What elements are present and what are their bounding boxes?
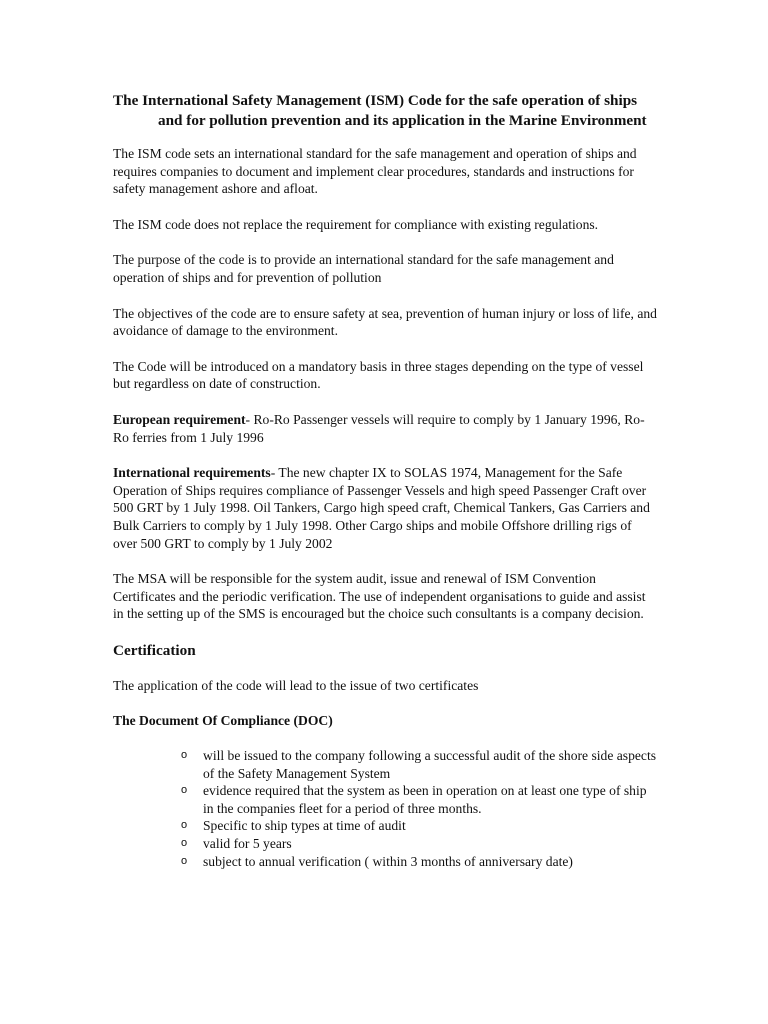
bullet-icon: o xyxy=(181,819,188,832)
bullet-icon: o xyxy=(181,854,188,867)
european-requirement-text: - Ro-Ro Passenger vessels will require to comply by 1 January 1996, Ro-Ro ferries from 1 July 1996 xyxy=(113,411,645,445)
compliance-paragraph: The ISM code does not replace the requirement for compliance with existing regulations. xyxy=(113,216,599,232)
european-requirement-label: European requirement xyxy=(113,411,246,427)
european-requirement-paragraph xyxy=(113,411,658,446)
international-requirements-paragraph xyxy=(113,464,658,552)
document-page xyxy=(113,91,658,870)
list-item-text: subject to annual verification ( within 3 months of anniversary date) xyxy=(203,853,573,869)
bullet-icon: o xyxy=(181,749,188,762)
introduction-stages-paragraph: The Code will be introduced on a mandatory basis in three stages depending on the type of vessel but regardless on date of construction. xyxy=(113,358,644,392)
doc-bullet-list xyxy=(113,747,658,870)
list-item xyxy=(181,835,658,853)
certification-heading: Certification xyxy=(113,641,196,659)
document-title: The International Safety Management (ISM) Code for the safe operation of ships and for pollution prevention and its application in the Marine Environment xyxy=(113,92,647,129)
bullet-icon: o xyxy=(181,784,188,797)
list-item xyxy=(181,747,658,782)
list-item-text: Specific to ship types at time of audit xyxy=(203,818,406,834)
msa-paragraph: The MSA will be responsible for the system audit, issue and renewal of ISM Convention Certificates and the periodic verification. The use of independent organisations to guide and assist in the setting up of the SMS is encouraged but the choice such consultants is a company decision. xyxy=(113,571,646,622)
purpose-paragraph: The purpose of the code is to provide an international standard for the safe management and operation of ships and for prevention of pollution xyxy=(113,252,614,285)
list-item xyxy=(181,817,658,835)
bullet-icon: o xyxy=(181,837,188,850)
list-item xyxy=(181,782,658,817)
doc-heading: The Document Of Compliance (DOC) xyxy=(113,713,333,729)
list-item-text: will be issued to the company following a successful audit of the shore side aspects of the Safety Management System xyxy=(203,748,657,781)
certification-intro: The application of the code will lead to the issue of two certificates xyxy=(113,677,479,693)
list-item-text: evidence required that the system as been in operation on at least one type of ship in the companies fleet for a period of three months. xyxy=(203,783,647,816)
intro-paragraph: The ISM code sets an international standard for the safe management and operation of ships and requires companies to document and implement clear procedures, standards and instructions for safety management ashore and afloat. xyxy=(113,146,637,197)
list-item-text: valid for 5 years xyxy=(203,836,292,852)
international-requirements-label: International requirements xyxy=(113,465,271,481)
list-item xyxy=(181,853,658,871)
objectives-paragraph: The objectives of the code are to ensure safety at sea, prevention of human injury or loss of life, and avoidance of damage to the environment. xyxy=(113,305,657,339)
international-requirements-text: - The new chapter IX to SOLAS 1974, Management for the Safe Operation of Ships requires compliance of Passenger Vessels and high speed Passenger Craft over 500 GRT by 1 July 1998. Oil Tankers, Cargo high speed craft, Chemical Tankers, Gas Carriers and Bulk Carriers to comply by 1 July 1998. Other Cargo ships and mobile Offshore drilling rigs of over 500 GRT to comply by 1 July 2002 xyxy=(113,465,650,551)
